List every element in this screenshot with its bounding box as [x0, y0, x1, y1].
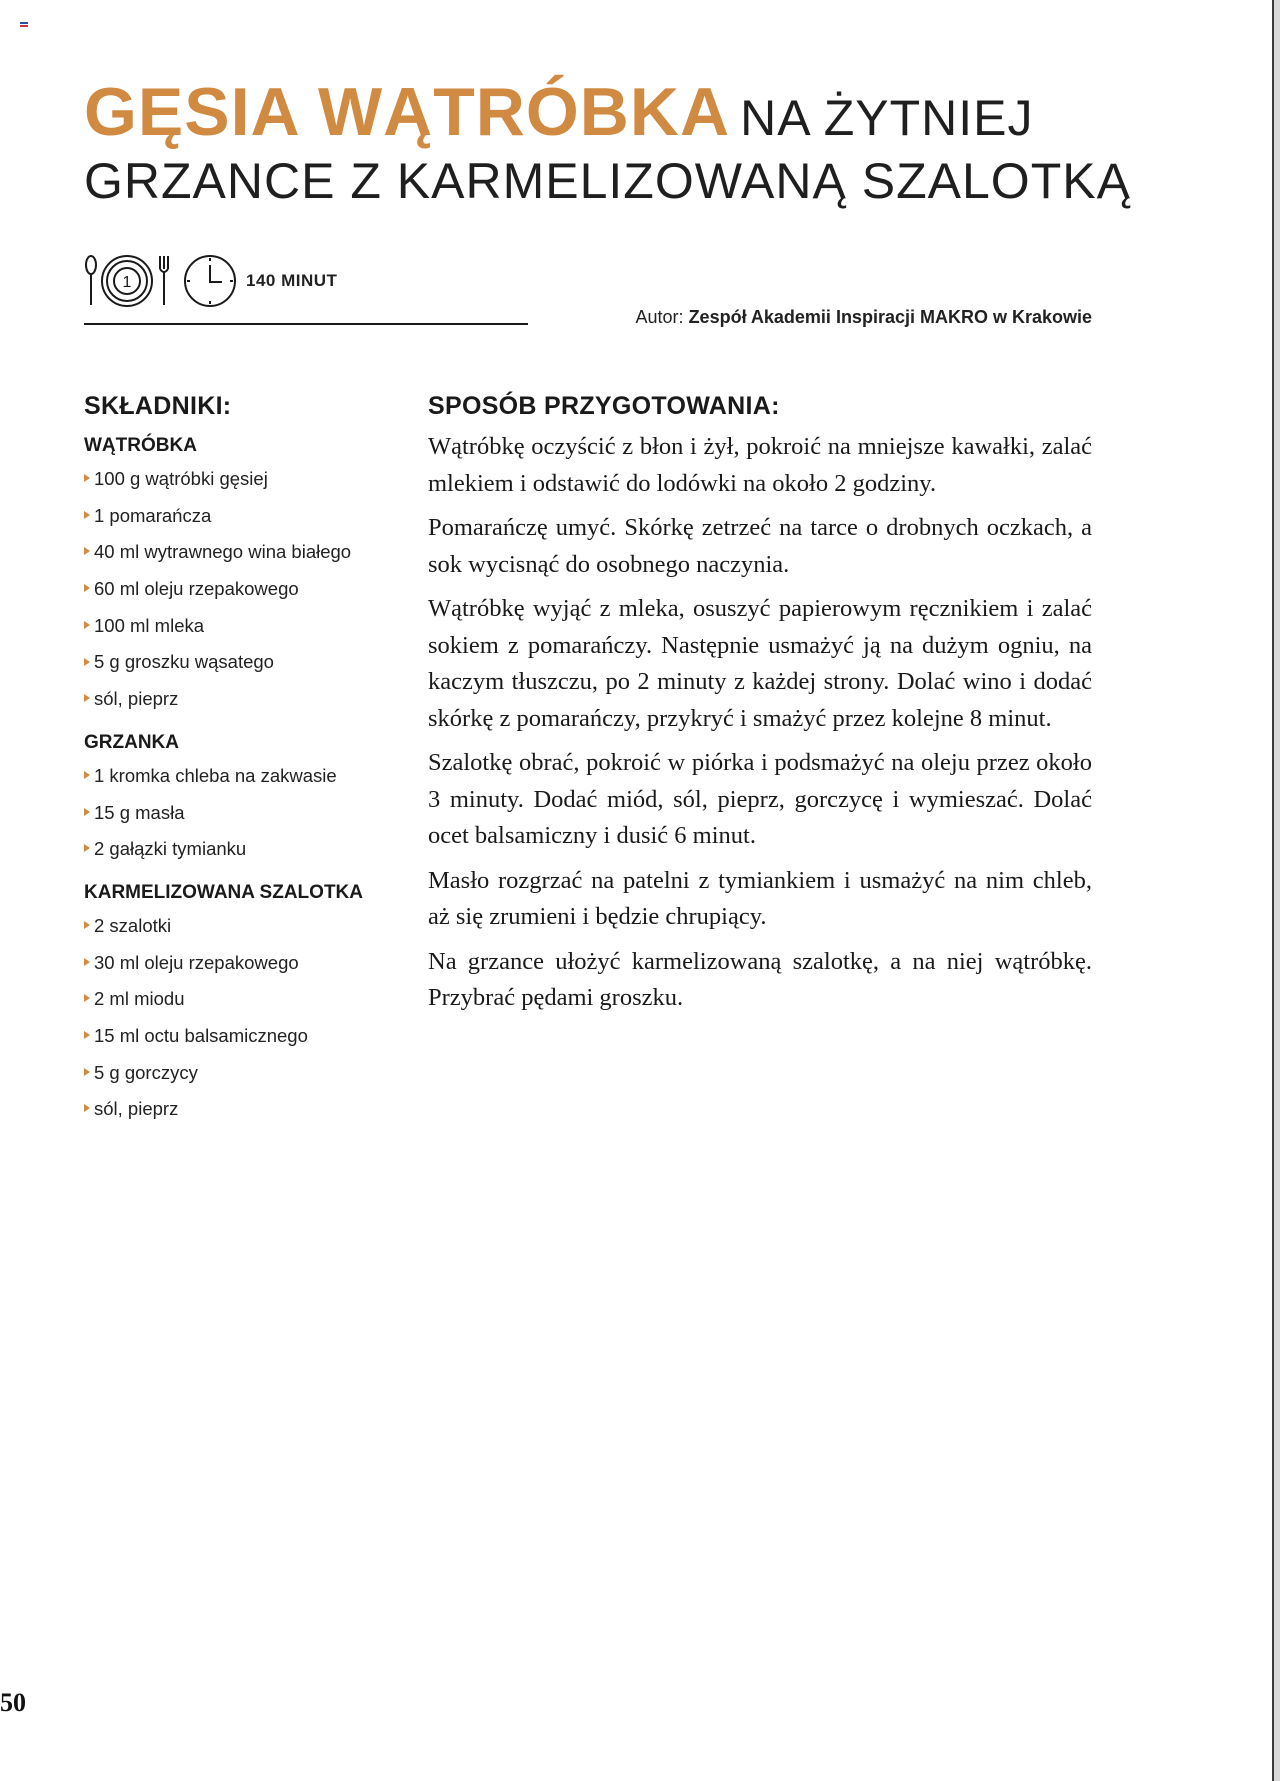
- ingredient-item: 2 ml miodu: [84, 981, 404, 1018]
- flag-icon: [20, 22, 28, 28]
- method-step: Pomarańczę umyć. Skórkę zetrzeć na tarce o drobnych oczkach, a sok wycisnąć do osobnego naczynia.: [428, 514, 1092, 578]
- method-step: Szalotkę obrać, pokroić w piórka i podsmażyć na oleju przez około 3 minuty. Dodać miód, sól, pieprz, gorczycę i wymieszać. Dolać ocet balsamiczny i dusić 6 minut.: [428, 749, 1092, 849]
- ingredient-group-title: WĄTRÓBKA: [84, 435, 197, 456]
- title-line2: GRZANCE Z KARMELIZOWANĄ SZALOTKĄ: [84, 153, 1131, 209]
- ingredient-list: [84, 908, 404, 1128]
- bullet-icon: [84, 994, 90, 1002]
- ingredient-list: [84, 758, 404, 868]
- ingredient-item: 60 ml oleju rzepakowego: [84, 571, 404, 608]
- plate-cutlery-icon: [84, 253, 170, 309]
- bullet-icon: [84, 844, 90, 852]
- method-step: Masło rozgrzać na patelni z tymiankiem i usmażyć na nim chleb, aż się zrumieni i będzie chrupiący.: [428, 866, 1092, 930]
- bullet-icon: [84, 1104, 90, 1112]
- bullet-icon: [84, 958, 90, 966]
- page-edge: [1274, 0, 1280, 1781]
- bullet-icon: [84, 1031, 90, 1039]
- bullet-icon: [84, 621, 90, 629]
- bullet-icon: [84, 584, 90, 592]
- ingredients-section: [84, 392, 404, 1128]
- ingredient-item: 5 g gorczycy: [84, 1055, 404, 1092]
- ingredient-item: 15 ml octu balsamicznego: [84, 1018, 404, 1055]
- bullet-icon: [84, 474, 90, 482]
- divider: [84, 323, 528, 325]
- method-heading: SPOSÓB PRZYGOTOWANIA:: [428, 392, 780, 420]
- bullet-icon: [84, 511, 90, 519]
- ingredient-item: 2 szalotki: [84, 908, 404, 945]
- clock-icon: [182, 253, 238, 309]
- bullet-icon: [84, 547, 90, 555]
- ingredient-item: 5 g groszku wąsatego: [84, 644, 404, 681]
- ingredient-list: [84, 461, 404, 718]
- bullet-icon: [84, 921, 90, 929]
- ingredient-item: sól, pieprz: [84, 681, 404, 718]
- author-label: Autor:: [635, 307, 684, 327]
- ingredient-item: 100 g wątróbki gęsiej: [84, 461, 404, 498]
- bullet-icon: [84, 658, 90, 666]
- prep-time: 140 MINUT: [246, 271, 338, 290]
- title-accent: GĘSIA WĄTRÓBKA: [84, 74, 731, 150]
- ingredient-item: 2 gałązki tymianku: [84, 831, 404, 868]
- method-step: Wątróbkę oczyścić z błon i żył, pokroić na mniejsze kawałki, zalać mlekiem i odstawić do lodówki na około 2 godziny.: [428, 433, 1092, 497]
- ingredient-item: 1 pomarańcza: [84, 498, 404, 535]
- ingredient-group-title: KARMELIZOWANA SZALOTKA: [84, 881, 363, 903]
- ingredients-heading: SKŁADNIKI:: [84, 392, 232, 420]
- ingredient-group-title: GRZANKA: [84, 731, 179, 753]
- bullet-icon: [84, 771, 90, 779]
- method-step: Wątróbkę wyjąć z mleka, osuszyć papierowym ręcznikiem i zalać sokiem z pomarańczy. Następnie usmażyć ją na dużym ogniu, na kaczym tłuszczu, po 2 minuty z każdej strony. Dolać wino i dodać skórkę z pomarańczy, przykryć i smażyć przez kolejne 8 minut.: [428, 595, 1092, 732]
- recipe-title: [84, 74, 1144, 209]
- title-rest: NA ŻYTNIEJ: [740, 90, 1034, 146]
- method-section: [428, 392, 1092, 1025]
- bullet-icon: [84, 808, 90, 816]
- recipe-meta: [84, 252, 337, 310]
- ingredient-item: 100 ml mleka: [84, 608, 404, 645]
- ingredient-item: 40 ml wytrawnego wina białego: [84, 534, 404, 571]
- servings-number: 1: [122, 274, 132, 291]
- method-step: Na grzance ułożyć karmelizowaną szalotkę, a na niej wątróbkę. Przybrać pędami groszku.: [428, 947, 1092, 1011]
- ingredient-item: 30 ml oleju rzepakowego: [84, 945, 404, 982]
- ingredient-item: 15 g masła: [84, 795, 404, 832]
- bullet-icon: [84, 694, 90, 702]
- author-name: Zespół Akademii Inspiracji MAKRO w Krakowie: [688, 307, 1092, 327]
- ingredient-item: sól, pieprz: [84, 1091, 404, 1128]
- ingredient-item: 1 kromka chleba na zakwasie: [84, 758, 404, 795]
- page-number: 50: [0, 1688, 26, 1717]
- bullet-icon: [84, 1068, 90, 1076]
- author: [636, 307, 1092, 328]
